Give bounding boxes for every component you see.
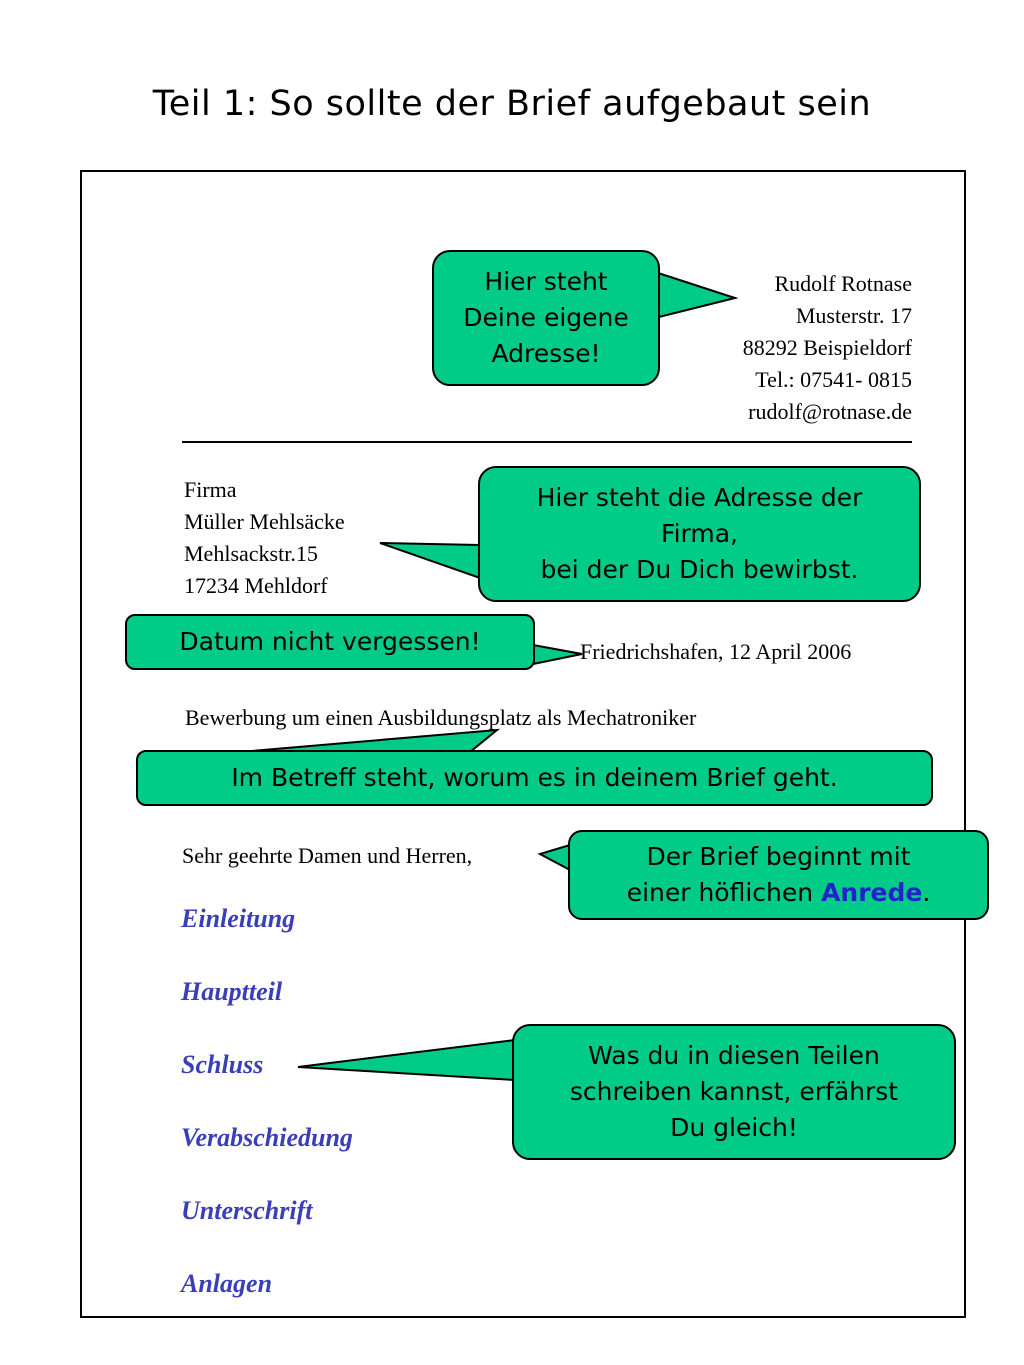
callout-text: Hier steht (484, 267, 608, 296)
callout-salutation (568, 830, 989, 920)
recipient-line: 17234 Mehldorf (184, 573, 328, 598)
section-schluss: Schluss (181, 1050, 264, 1079)
page-title: Teil 1: So sollte der Brief aufgebaut sein (152, 84, 872, 124)
callout-text: Du gleich! (670, 1113, 798, 1142)
section-verabschiedung: Verabschiedung (181, 1123, 353, 1152)
callout-text-suffix: . (922, 878, 931, 907)
callout-parts (512, 1024, 956, 1160)
callout-company-address (478, 466, 921, 602)
header-divider (182, 441, 912, 443)
callout-text (627, 875, 931, 911)
callout-text: Adresse! (491, 339, 601, 368)
callout-text: Deine eigene (463, 303, 629, 332)
section-unterschrift: Unterschrift (181, 1196, 313, 1225)
section-anlagen: Anlagen (181, 1269, 273, 1298)
callout-text: Was du in diesen Teilen (588, 1041, 880, 1070)
sender-phone: Tel.: 07541- 0815 (755, 367, 912, 392)
recipient-line: Müller Mehlsäcke (184, 509, 345, 534)
letter-salutation: Sehr geehrte Damen und Herren, (182, 843, 473, 868)
section-einleitung: Einleitung (181, 904, 296, 933)
parts-pointer (298, 1040, 515, 1080)
callout-subject (136, 750, 933, 806)
company-address-pointer (380, 543, 480, 578)
sender-street: Musterstr. 17 (795, 303, 912, 328)
callout-text: Hier steht die Adresse der (536, 483, 863, 512)
callout-text: Datum nicht vergessen! (179, 627, 481, 656)
callout-text: schreiben kannst, erfährst (569, 1077, 899, 1106)
recipient-line: Firma (184, 477, 237, 502)
recipient-line: Mehlsackstr.15 (184, 541, 318, 566)
salutation-pointer (540, 845, 570, 870)
callout-text: Firma, (661, 519, 738, 548)
callout-own-address (432, 250, 660, 386)
callout-date (125, 614, 535, 670)
recipient-address (184, 474, 345, 602)
sender-email: rudolf@rotnase.de (748, 399, 912, 424)
callout-text: Der Brief beginnt mit (646, 842, 911, 871)
sender-city: 88292 Beispieldorf (742, 335, 912, 360)
callout-text-prefix: einer höflichen (626, 878, 822, 907)
letter-date: Friedrichshafen, 12 April 2006 (580, 639, 852, 664)
sender-name: Rudolf Rotnase (774, 271, 912, 296)
section-hauptteil: Hauptteil (181, 977, 283, 1006)
date-pointer (533, 645, 582, 664)
callout-text: Im Betreff steht, worum es in deinem Brief geht. (231, 763, 838, 792)
letter-subject: Bewerbung um einen Ausbildungsplatz als Mechatroniker (185, 705, 697, 730)
callout-text: bei der Du Dich bewirbst. (540, 555, 859, 584)
anrede-highlight: Anrede (821, 878, 923, 907)
